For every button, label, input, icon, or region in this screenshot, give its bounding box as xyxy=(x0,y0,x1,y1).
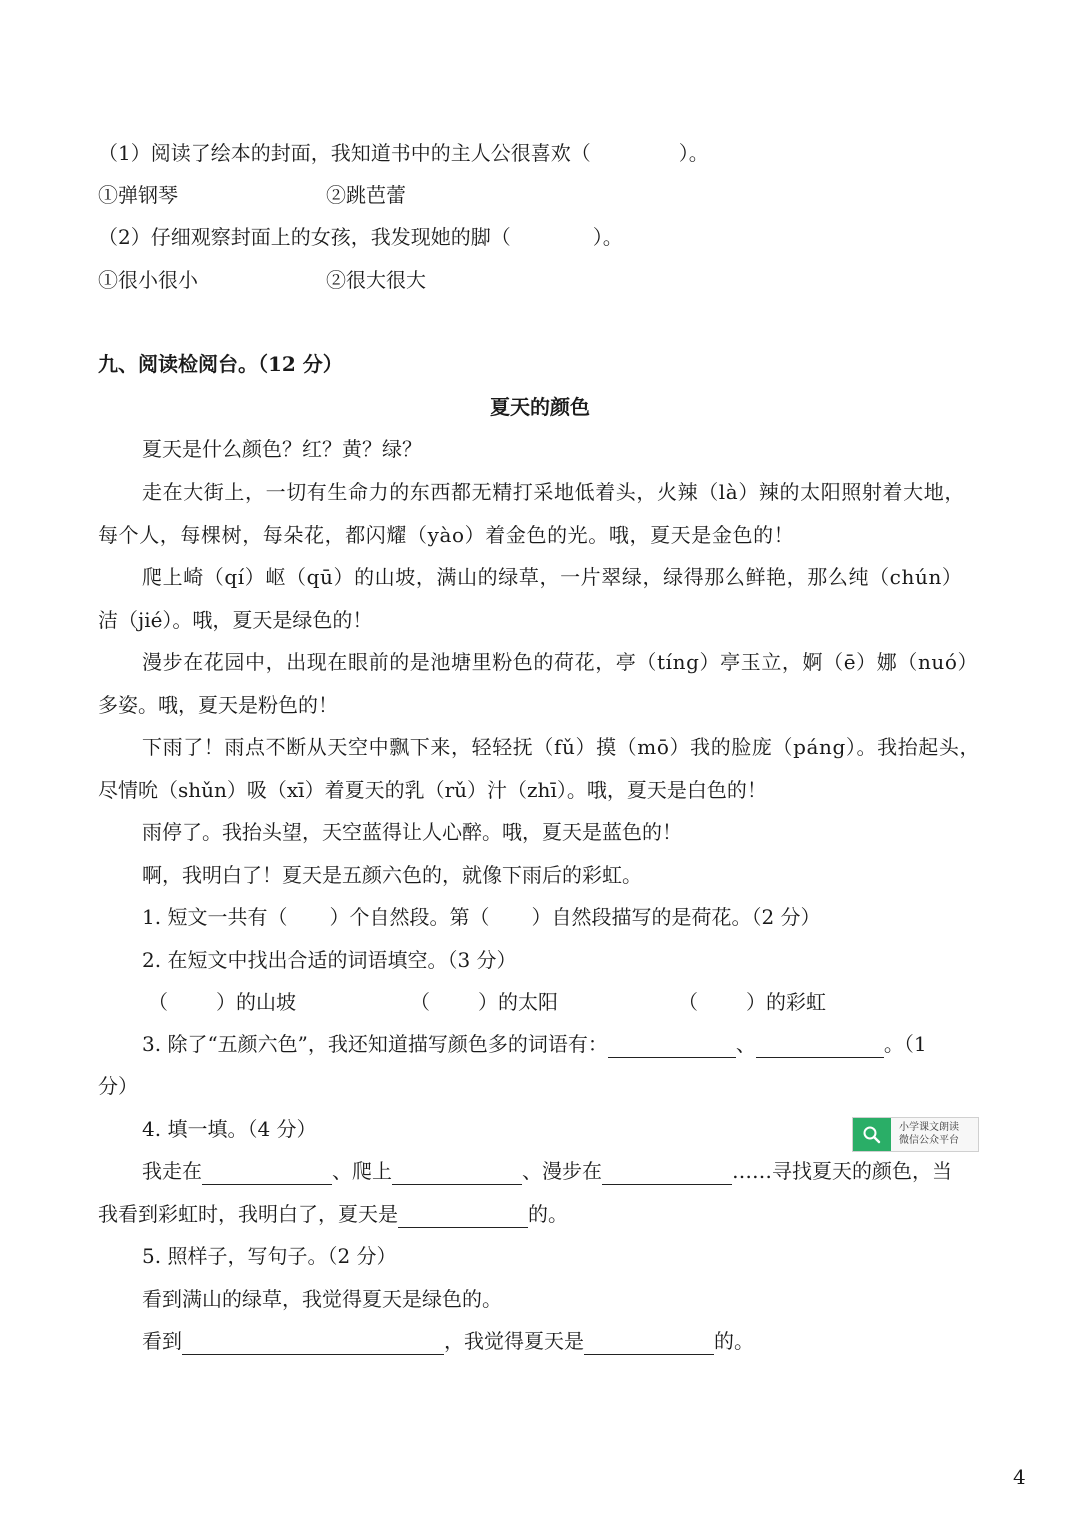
passage-paragraph: 漫步在花园中，出现在眼前的是池塘里粉色的荷花，亭（tíng）亭玉立，婀（ē）娜（nuó） xyxy=(142,650,979,674)
section-heading: 九、阅读检阅台。（12 分） xyxy=(98,352,343,376)
passage-paragraph: 下雨了！雨点不断从天空中飘下来，轻轻抚（fǔ）摸（mō）我的脸庞（páng）。我抬起头， xyxy=(142,735,981,759)
answer-blank[interactable] xyxy=(602,1162,732,1185)
question-2: 2. 在短文中找出合适的词语填空。（3 分） xyxy=(142,948,517,972)
badge-line-2: 微信公众平台 xyxy=(899,1135,959,1146)
question-3: 3. 除了“五颜六色”，我还知道描写颜色多的词语有： 、 。（1 xyxy=(142,1032,927,1056)
option-a: ①很小很小 xyxy=(98,268,198,292)
question-5: 5. 照样子，写句子。（2 分） xyxy=(142,1244,397,1268)
option-a: ①弹钢琴 xyxy=(98,183,178,207)
answer-blank[interactable] xyxy=(584,1332,714,1355)
question-4-line-2: 我看到彩虹时，我明白了，夏天是 的。 xyxy=(98,1202,568,1226)
q8-options-1 xyxy=(98,181,984,209)
answer-blank[interactable] xyxy=(398,1205,528,1228)
question-1: 1. 短文一共有（ ）个自然段。第（ ）自然段描写的是荷花。（2 分） xyxy=(142,905,821,929)
q8-question-1: （1）阅读了绘本的封面，我知道书中的主人公很喜欢（ ）。 xyxy=(98,141,709,165)
passage-paragraph: 夏天是什么颜色？红？黄？绿？ xyxy=(142,437,422,461)
q8-question-2: （2）仔细观察封面上的女孩，我发现她的脚（ ）。 xyxy=(98,225,623,249)
question-4-line-1: 我走在 、爬上 、漫步在 ……寻找夏天的颜色，当 xyxy=(142,1159,952,1183)
blank-slope: （ ）的山坡 xyxy=(148,990,296,1014)
passage-title: 夏天的颜色 xyxy=(490,395,590,419)
option-b: ②跳芭蕾 xyxy=(326,183,406,207)
q8-options-2 xyxy=(98,266,984,294)
option-b: ②很大很大 xyxy=(326,268,426,292)
answer-blank[interactable] xyxy=(182,1332,444,1355)
blank-rainbow: （ ）的彩虹 xyxy=(678,990,826,1014)
passage-paragraph-cont: 洁（jié）。哦，夏天是绿色的！ xyxy=(98,608,373,632)
search-icon xyxy=(853,1118,891,1151)
answer-blank[interactable] xyxy=(608,1035,736,1058)
passage-paragraph-cont: 每个人，每棵树，每朵花，都闪耀（yào）着金色的光。哦，夏天是金色的！ xyxy=(98,523,795,547)
wechat-badge xyxy=(852,1117,979,1152)
passage-paragraph: 爬上崎（qí）岖（qū）的山坡，满山的绿草，一片翠绿，绿得那么鲜艳，那么纯（chún） xyxy=(142,565,963,589)
question-4: 4. 填一填。（4 分） xyxy=(142,1117,317,1141)
page-number: 4 xyxy=(1013,1465,1026,1489)
question-5-example: 看到满山的绿草，我觉得夏天是绿色的。 xyxy=(142,1287,502,1311)
question-5-answer: 看到 ，我觉得夏天是 的。 xyxy=(142,1329,754,1353)
passage-paragraph: 雨停了。我抬头望，天空蓝得让人心醉。哦，夏天是蓝色的！ xyxy=(142,820,682,844)
answer-blank[interactable] xyxy=(756,1035,884,1058)
answer-blank[interactable] xyxy=(392,1162,522,1185)
passage-paragraph: 啊，我明白了！夏天是五颜六色的，就像下雨后的彩虹。 xyxy=(142,863,642,887)
passage-paragraph-cont: 尽情吮（shǔn）吸（xī）着夏天的乳（rǔ）汁（zhī）。哦，夏天是白色的！ xyxy=(98,778,767,802)
badge-line-1: 小学课文朗读 xyxy=(899,1122,959,1133)
answer-blank[interactable] xyxy=(202,1162,332,1185)
question-3-cont: 分） xyxy=(98,1074,138,1098)
passage-paragraph-cont: 多姿。哦，夏天是粉色的！ xyxy=(98,693,338,717)
blank-sun: （ ）的太阳 xyxy=(410,990,558,1014)
passage-paragraph: 走在大街上，一切有生命力的东西都无精打采地低着头，火辣（là）辣的太阳照射着大地， xyxy=(142,480,965,504)
